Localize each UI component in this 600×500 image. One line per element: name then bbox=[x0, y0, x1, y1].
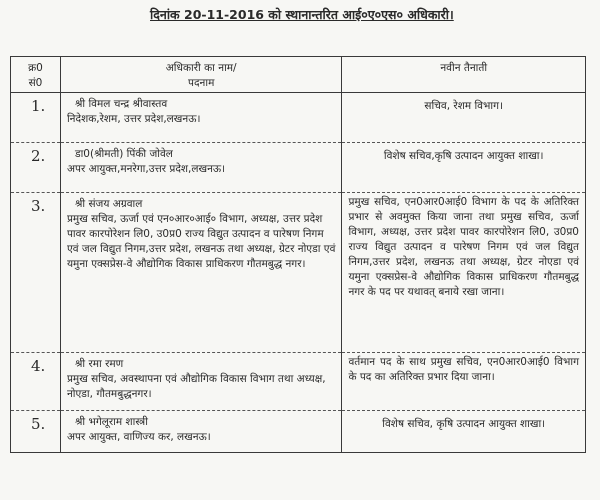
new-posting: वर्तमान पद के साथ प्रमुख सचिव, एन0आर0आई0 विभाग के पद का अतिरिक्त प्रभार दिया जाना। bbox=[342, 353, 586, 411]
table-row bbox=[11, 143, 586, 193]
header-officer-line2: पदनाम bbox=[188, 77, 215, 89]
officer-name: डा0(श्रीमती) पिंकी जोवेल bbox=[74, 148, 173, 160]
header-serial-line2: सं0 bbox=[28, 77, 43, 89]
row-officer-cell bbox=[60, 353, 341, 411]
row-serial: 2. bbox=[11, 143, 61, 193]
header-serial-line1: क्र0 bbox=[28, 62, 43, 74]
row-serial: 3. bbox=[11, 193, 61, 353]
row-serial: 4. bbox=[11, 353, 61, 411]
transfer-table bbox=[10, 56, 586, 453]
officer-designation: प्रमुख सचिव, अवस्थापना एवं औद्योगिक विकास विभाग तथा अध्यक्ष, नोएडा, गौतमबुद्धनगर। bbox=[66, 373, 326, 400]
officer-designation: अपर आयुक्त,मनरेगा,उत्तर प्रदेश,लखनऊ। bbox=[66, 163, 226, 175]
table-row bbox=[11, 93, 586, 143]
officer-name: श्री विमल चन्द्र श्रीवास्तव bbox=[74, 98, 168, 110]
row-serial: 1. bbox=[11, 93, 61, 143]
row-serial: 5. bbox=[11, 411, 61, 453]
row-officer-cell bbox=[60, 93, 341, 143]
new-posting: विशेष सचिव,कृषि उत्पादन आयुक्त शाखा। bbox=[342, 143, 586, 193]
new-posting: प्रमुख सचिव, एन0आर0आई0 विभाग के पद के अतिरिक्त प्रभार से अवमुक्त किया जाना तथा प्रमुख सचिव, ऊर्जा विभाग, अध्यक्ष, उत्तर प्रदेश पावर कारपोरेशन लि0, उ0प्र0 राज्य विद्युत उत्पादन व पारेषण निगम एवं जल विद्युत निगम,उत्तर प्रदेश, लखनऊ तथा अध्यक्ष, ग्रेटर नोएडा एवं यमुना एक्सप्रेस-वे औद्योगिक विकास प्राधिकरण गौतमबुद्ध नगर के पद पर यथावत् बनाये रखा जाना। bbox=[342, 193, 586, 353]
officer-name: श्री रमा रमण bbox=[74, 358, 124, 370]
table-header-row bbox=[11, 57, 586, 93]
officer-designation: प्रमुख सचिव, ऊर्जा एवं एन०आर०आई० विभाग, अध्यक्ष, उत्तर प्रदेश पावर कारपोरेशन लि0, उ0प्र0 राज्य विद्युत उत्पादन व पारेषण निगम एवं जल विद्युत निगम,उत्तर प्रदेश, लखनऊ तथा अध्यक्ष, ग्रेटर नोएडा एवं यमुना एक्सप्रेस-वे औद्योगिक विकास प्राधिकरण गौतमबुद्ध नगर। bbox=[66, 213, 336, 270]
new-posting: विशेष सचिव, कृषि उत्पादन आयुक्त शाखा। bbox=[342, 411, 586, 453]
new-posting: सचिव, रेशम विभाग। bbox=[342, 93, 586, 143]
header-officer bbox=[60, 57, 341, 93]
row-officer-cell bbox=[60, 143, 341, 193]
table-row bbox=[11, 193, 586, 353]
officer-designation: अपर आयुक्त, वाणिज्य कर, लखनऊ। bbox=[66, 431, 211, 443]
officer-name: श्री संजय अग्रवाल bbox=[74, 198, 143, 210]
header-serial bbox=[11, 57, 61, 93]
officer-name: श्री भगेलूराम शास्त्री bbox=[74, 416, 148, 428]
table-row bbox=[11, 411, 586, 453]
header-posting: नवीन तैनाती bbox=[342, 57, 586, 93]
row-officer-cell bbox=[60, 411, 341, 453]
table-row bbox=[11, 353, 586, 411]
row-officer-cell bbox=[60, 193, 341, 353]
header-officer-line1: अधिकारी का नाम/ bbox=[165, 62, 237, 74]
officer-designation: निदेशक,रेशम, उत्तर प्रदेश,लखनऊ। bbox=[66, 113, 201, 125]
document-title: दिनांक 20-11-2016 को स्थानान्तरित आई०ए०एस० अधिकारी। bbox=[150, 7, 454, 22]
